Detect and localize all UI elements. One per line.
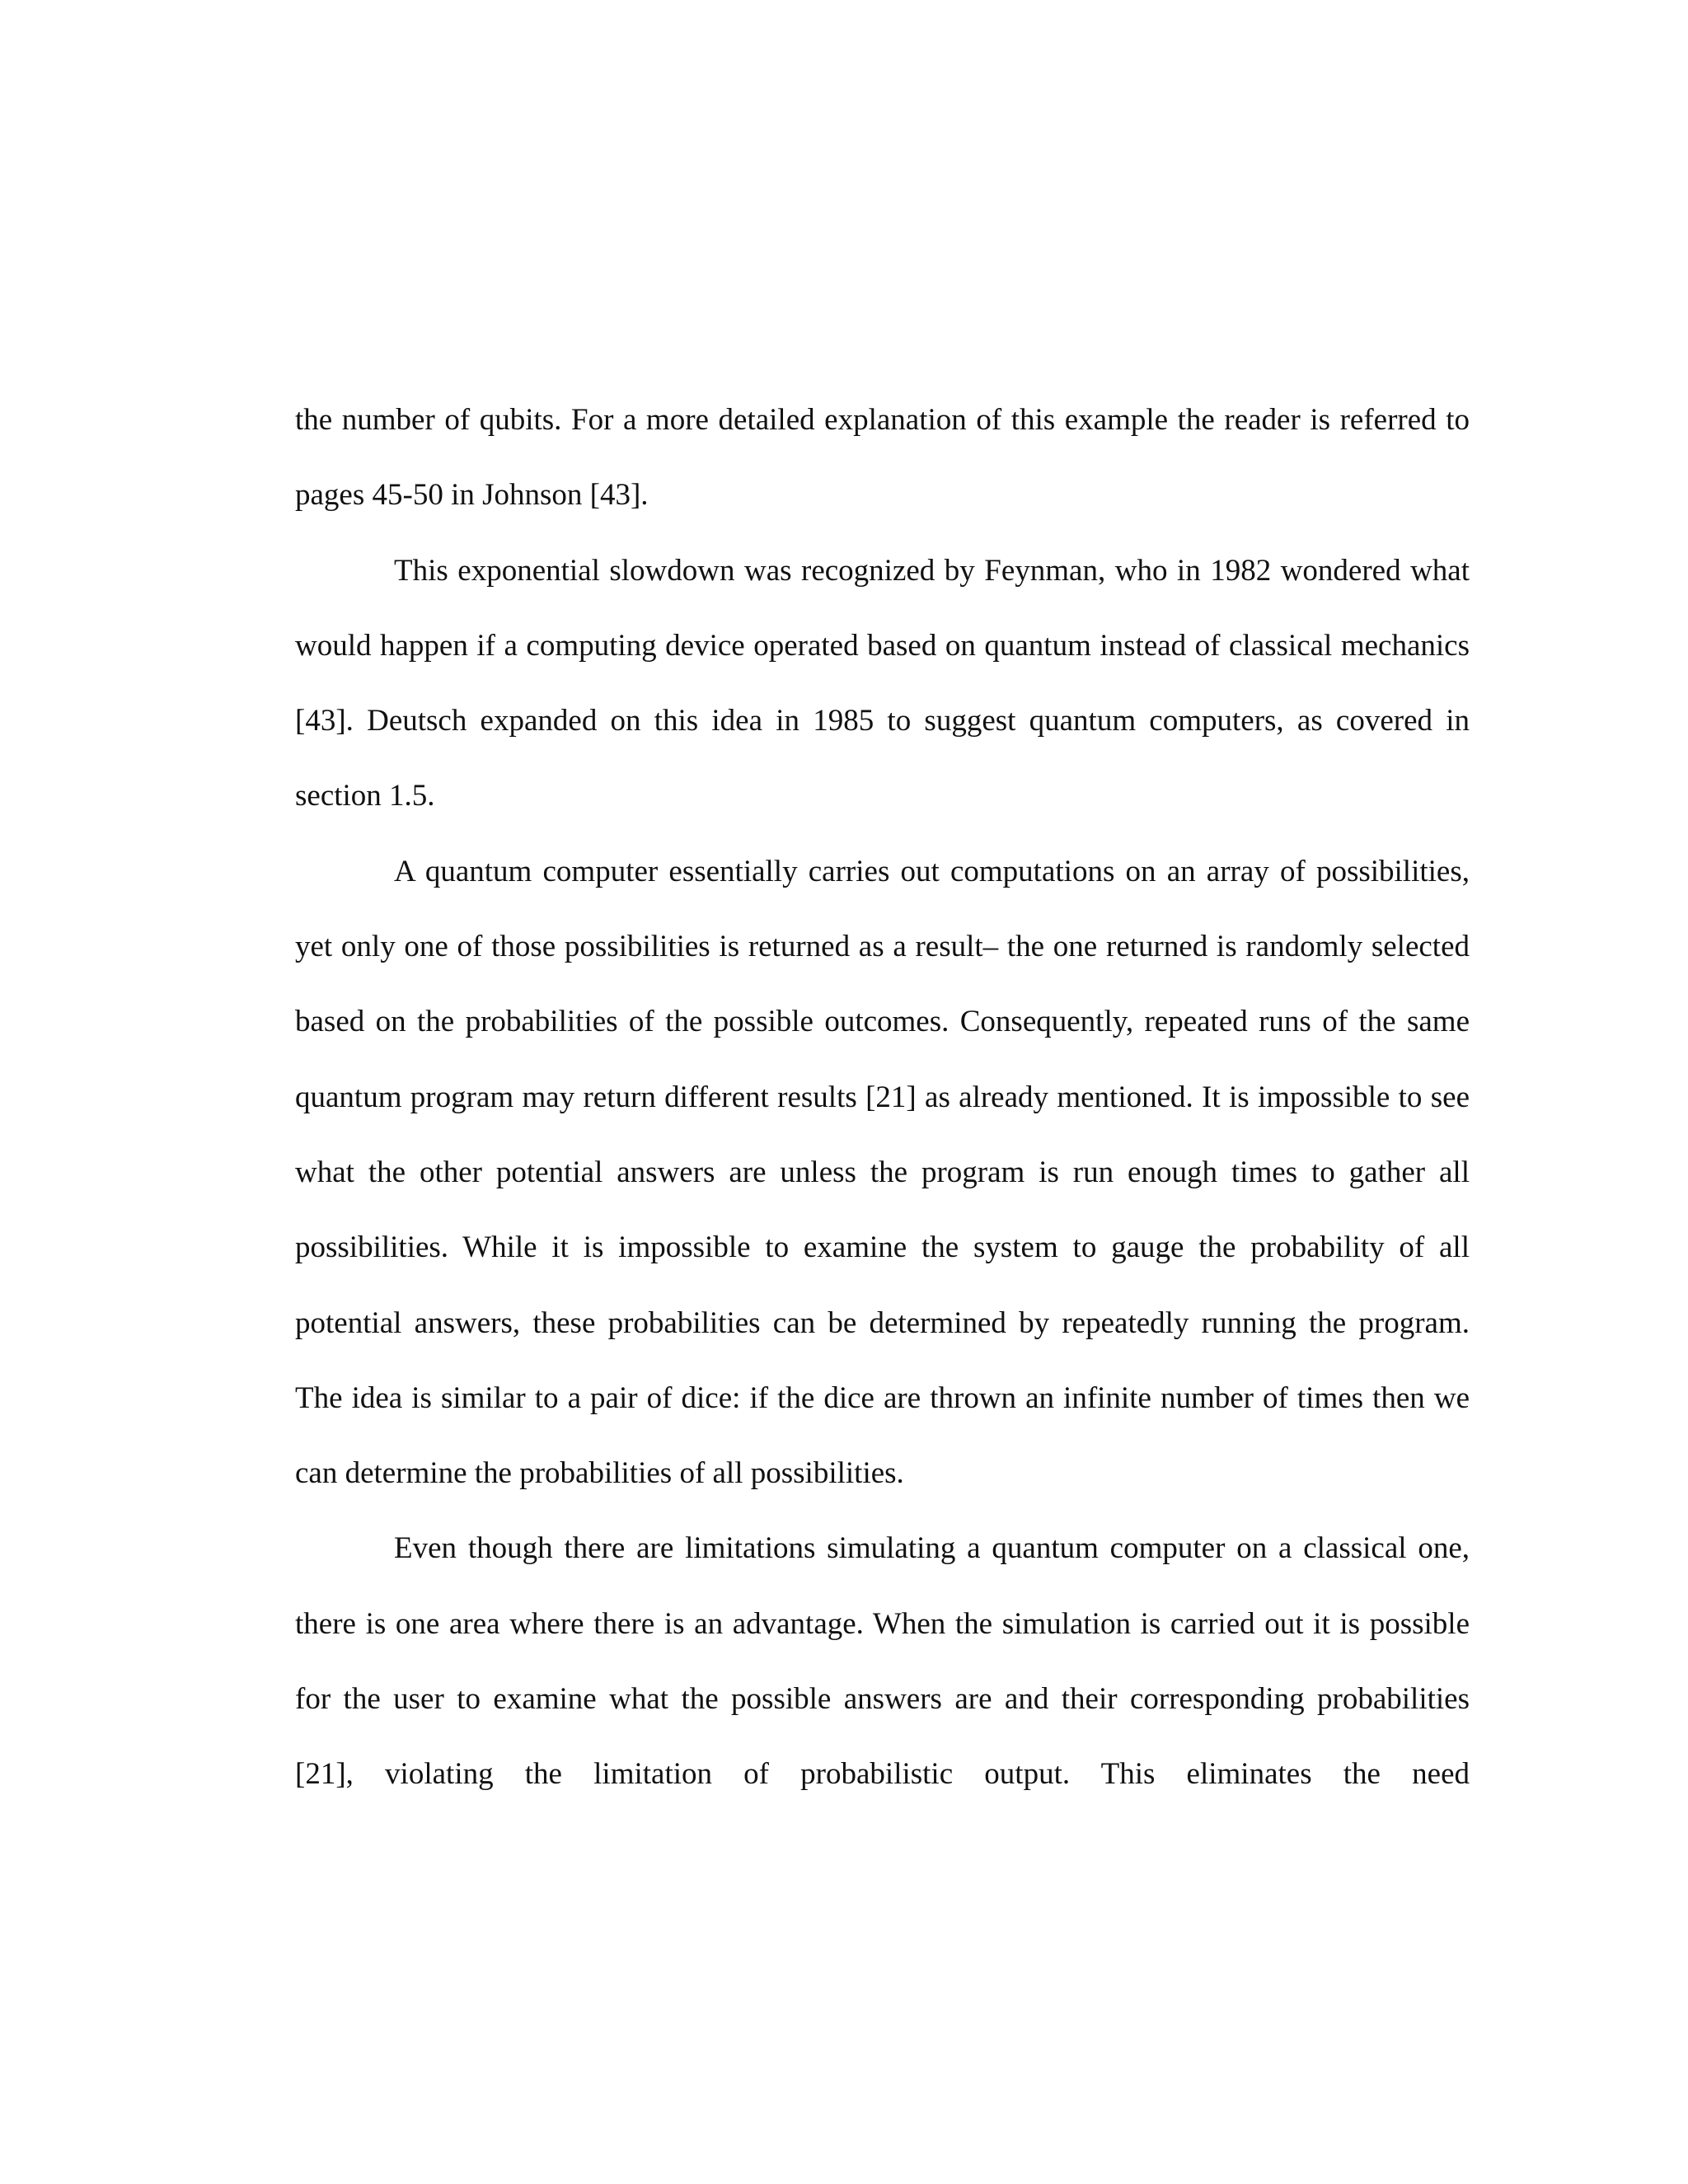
paragraph-simulation: Even though there are limitations simulating a quantum computer on a classical one, there is one area where there is an advantage. When the simulation is carried out it is possible for the user to examine what the possible answers are and their corresponding probabilities [21], violating the limitation of probabilistic output. This eliminates the need bbox=[295, 1531, 1470, 1792]
paragraph-feynman: This exponential slowdown was recognized by Feynman, who in 1982 wondered what would happen if a computing device operated based on quantum instead of classical mechanics [43]. Deutsch expanded on this idea in 1985 to suggest quantum computers, as covered in section 1.5. bbox=[295, 553, 1470, 813]
body-text bbox=[295, 382, 1470, 1812]
paragraph-quantum-computer: A quantum computer essentially carries out computations on an array of possibilities, yet only one of those possibilities is returned as a result– the one returned is randomly selected based on the probabilities of the possible outcomes. Consequently, repeated runs of the same quantum program may return different results [21] as already mentioned. It is impossible to see what the other potential answers are unless the program is run enough times to gather all possibilities. While it is impossible to examine the system to gauge the probability of all potential answers, these probabilities can be determined by repeatedly running the program. The idea is similar to a pair of dice: if the dice are thrown an infinite number of times then we can determine the probabilities of all possibilities. bbox=[295, 854, 1470, 1491]
paragraph-continuation: the number of qubits. For a more detailed explanation of this example the reader is referred to pages 45-50 in Johnson [43]. bbox=[295, 403, 1470, 513]
